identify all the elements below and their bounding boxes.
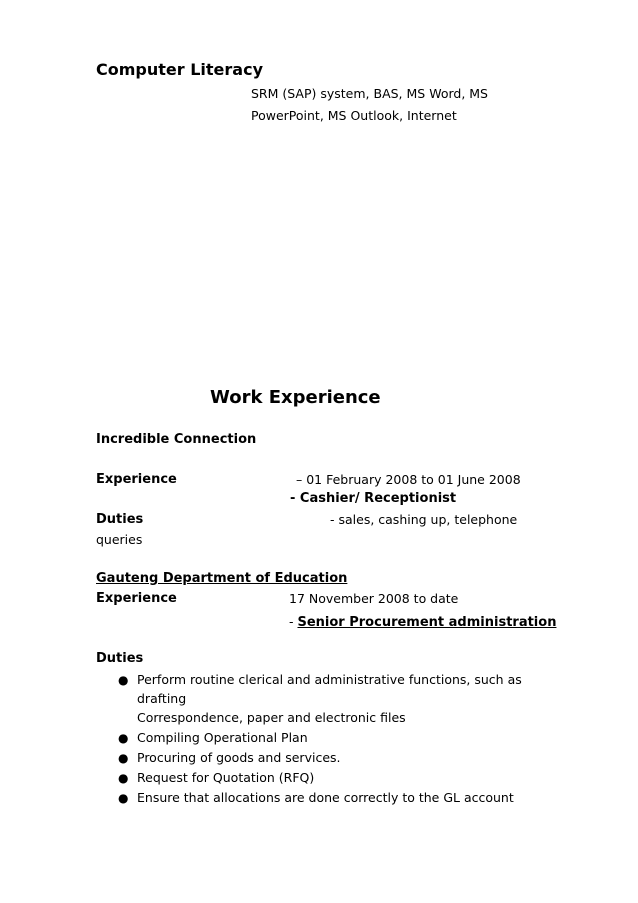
duty-2: Compiling Operational Plan xyxy=(137,730,308,745)
work-experience-heading: Work Experience xyxy=(210,387,381,408)
job-2-dates: 17 November 2008 to date xyxy=(289,591,459,606)
computer-literacy-line-2: PowerPoint, MS Outlook, Internet xyxy=(251,108,457,123)
job-1-duties-line-2: queries xyxy=(96,532,143,547)
bullet-icon: ● xyxy=(118,751,129,765)
computer-literacy-line-1: SRM (SAP) system, BAS, MS Word, MS xyxy=(251,86,488,101)
job-1-experience-label: Experience xyxy=(96,472,177,487)
job-1-duties-line-1: - sales, cashing up, telephone xyxy=(330,512,518,527)
duty-1-cont: drafting xyxy=(137,691,187,706)
duty-1: Perform routine clerical and administrative functions, such as xyxy=(137,672,522,687)
bullet-icon: ● xyxy=(118,791,129,805)
job-1-dates: – 01 February 2008 to 01 June 2008 xyxy=(296,472,521,487)
duty-3: Procuring of goods and services. xyxy=(137,750,341,765)
computer-literacy-heading: Computer Literacy xyxy=(96,60,263,79)
bullet-icon: ● xyxy=(118,731,129,745)
job-2-duties-label: Duties xyxy=(96,651,144,666)
job-2-company: Gauteng Department of Education xyxy=(96,571,348,586)
job-2-position-line xyxy=(289,611,556,630)
bullet-icon: ● xyxy=(118,673,129,687)
job-2-position: Senior Procurement administration xyxy=(297,615,557,630)
job-2-experience-label: Experience xyxy=(96,591,177,606)
duty-4: Request for Quotation (RFQ) xyxy=(137,770,315,785)
bullet-icon: ● xyxy=(118,771,129,785)
job-1-duties-label: Duties xyxy=(96,512,144,527)
duty-1-cont-2: Correspondence, paper and electronic files xyxy=(137,710,406,725)
job-2-position-dash: - xyxy=(289,614,298,629)
job-1-position: - Cashier/ Receptionist xyxy=(290,491,457,506)
job-1-company: Incredible Connection xyxy=(96,432,257,447)
duty-5: Ensure that allocations are done correctly to the GL account xyxy=(137,790,514,805)
